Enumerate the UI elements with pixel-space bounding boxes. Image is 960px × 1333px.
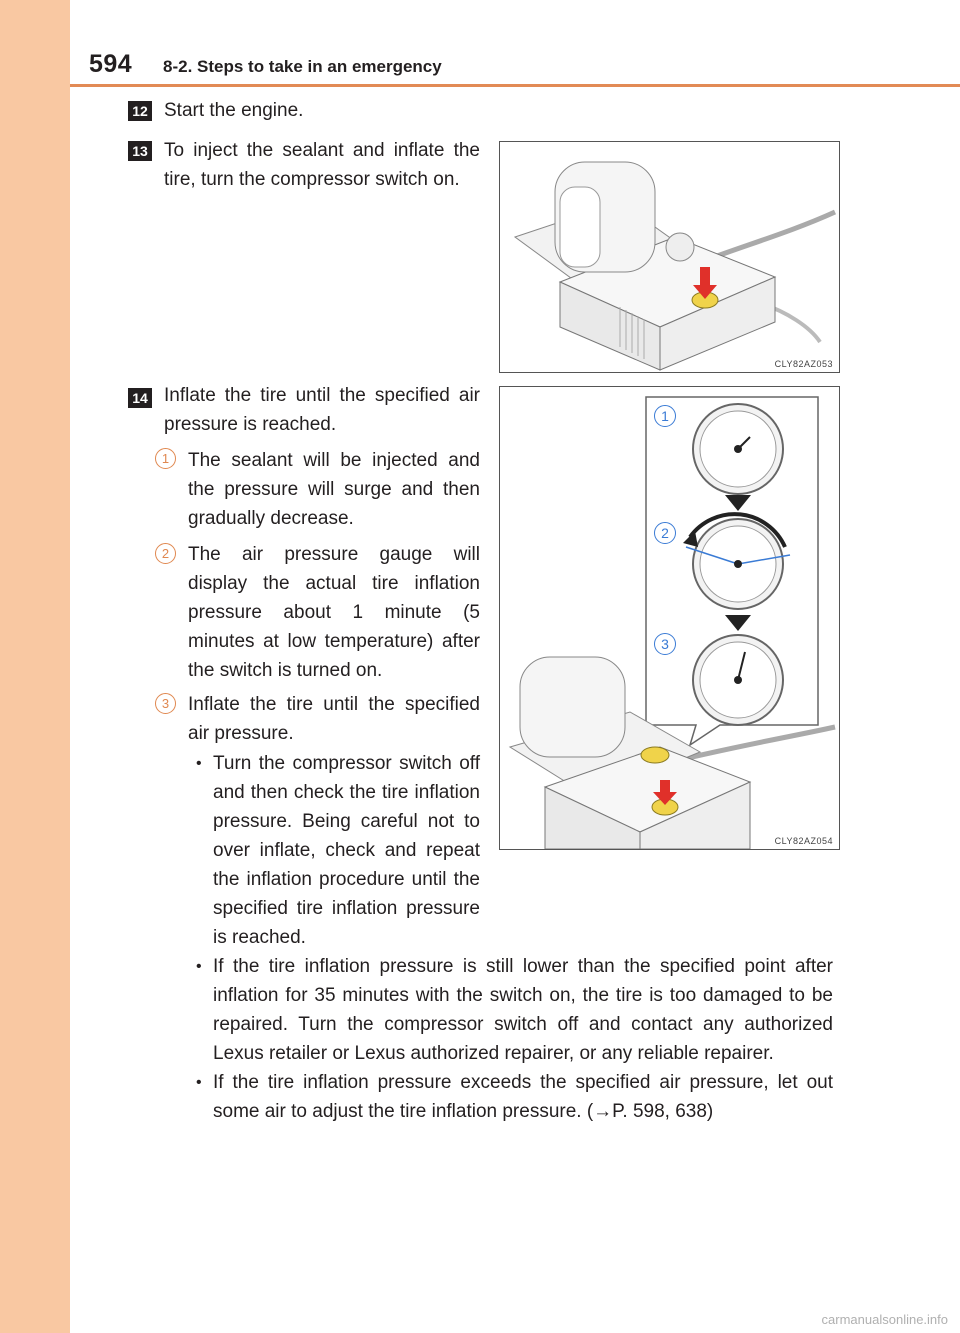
figure-label-3: 3 xyxy=(654,633,676,655)
compressor-illustration xyxy=(500,142,839,372)
substep-3-number: 3 xyxy=(155,693,176,714)
step-13-text: To inject the sealant and inflate the tire, turn the compressor switch on. xyxy=(164,140,480,190)
bullet-marker: • xyxy=(196,1074,202,1091)
bullet-marker: • xyxy=(196,958,202,975)
bullet-marker: • xyxy=(196,755,202,772)
step-12-text: Start the engine. xyxy=(164,100,304,121)
substep-1-text: The sealant will be injected and the pressure will surge and then gradually decrease. xyxy=(188,450,480,529)
substep-3-text: Inflate the tire until the specified air pressure. xyxy=(188,694,480,744)
substep-2-text: The air pressure gauge will display the actual tire inflation pressure about 1 minute (5 minutes at low temperature) after the switch is turned on. xyxy=(188,544,480,681)
step-14-text: Inflate the tire until the specified air pressure is reached. xyxy=(164,385,480,435)
figure-2-code: CLY82AZ054 xyxy=(774,836,833,846)
figure-1-code: CLY82AZ053 xyxy=(774,359,833,369)
substep-1-number: 1 xyxy=(155,448,176,469)
watermark: carmanualsonline.info xyxy=(821,1312,948,1327)
gauge-3 xyxy=(693,635,783,725)
section-title: 8-2. Steps to take in an emergency xyxy=(163,57,442,76)
header-rule xyxy=(70,84,960,87)
pressure-gauge-figure xyxy=(499,386,840,850)
step-badge-14: 14 xyxy=(128,388,152,408)
gauge-1 xyxy=(693,404,783,494)
bullet-3-text: If the tire inflation pressure exceeds the specified air pressure, let out some air to adjust the tire inflation pressure. (→P. 598, 638) xyxy=(213,1072,833,1122)
figure-label-1: 1 xyxy=(654,405,676,427)
gauge-sequence-illustration xyxy=(500,387,839,849)
bullet-2-text: If the tire inflation pressure is still lower than the specified point after inflation for 35 minutes with the switch on, the tire is too damaged to be repaired. Turn the compressor switch off and contact any authorized Lexus retailer or Lexus authorized repairer, or any reliable repairer. xyxy=(213,956,833,1064)
page-number: 594 xyxy=(89,50,133,78)
bullet-1-text: Turn the compressor switch off and then check the tire inflation pressure. Being careful not to over inflate, check and repeat the inflation procedure until the specified tire inflation pressure is reached. xyxy=(213,753,480,948)
figure-label-2: 2 xyxy=(654,522,676,544)
step-badge-13: 13 xyxy=(128,141,152,161)
compressor-switch-figure xyxy=(499,141,840,373)
substep-2-number: 2 xyxy=(155,543,176,564)
step-badge-12: 12 xyxy=(128,101,152,121)
side-strip xyxy=(0,0,70,1333)
